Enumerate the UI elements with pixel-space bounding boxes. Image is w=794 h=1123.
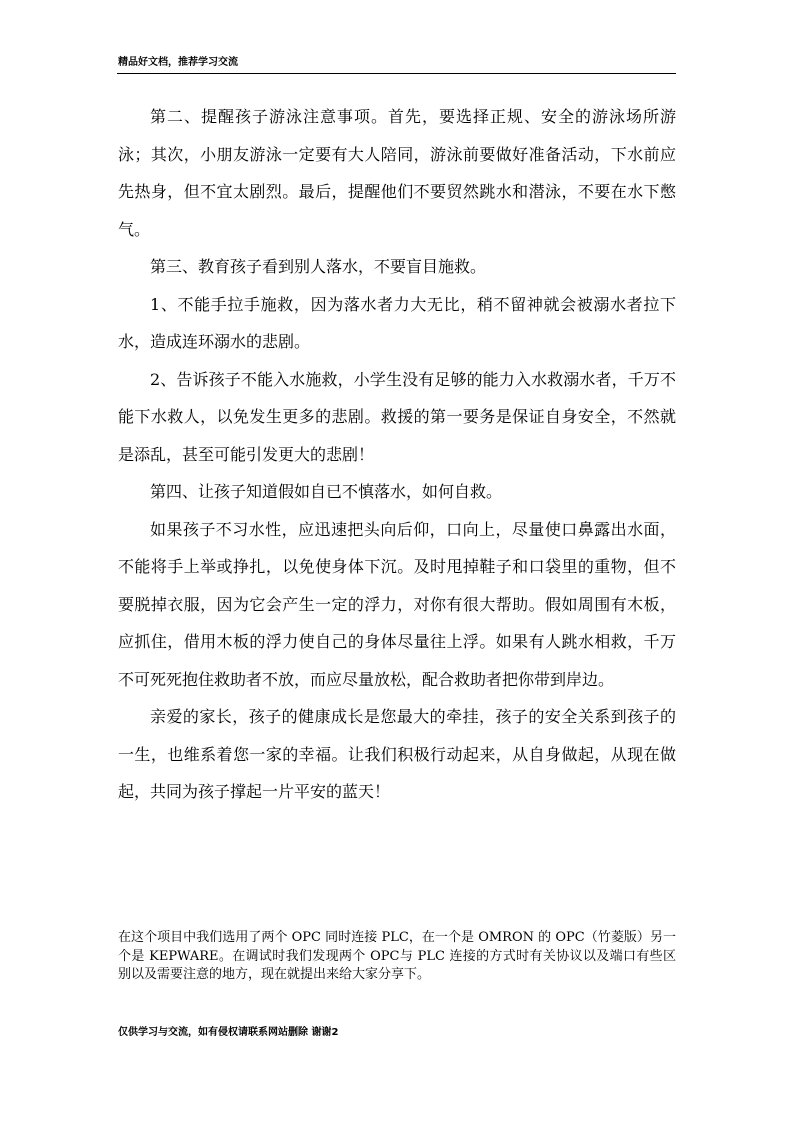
opc-note-paragraph: 在这个项目中我们选用了两个 OPC 同时连接 PLC，在一个是 OMRON 的 OPC（竹菱版）另一个是 KEPWARE。在调试时我们发现两个 OPC与 PLC 连接的方式时有关协议以及端口有些区别以及需要注意的地方，现在就提出来给大家分享下。 <box>118 930 676 982</box>
paragraph-closing: 亲爱的家长，孩子的健康成长是您最大的牵挂，孩子的安全关系到孩子的一生，也维系着您一家的幸福。让我们积极行动起来，从自身做起，从现在做起，共同为孩子撑起一片平安的蓝天！ <box>118 707 676 801</box>
header-divider <box>117 73 676 74</box>
paragraph-no-water-entry: 2、告诉孩子不能入水施救，小学生没有足够的能力入水救溺水者，千万不能下水救人，以免发生更多的悲剧。救援的第一要务是保证自身安全，不然就是添乱，甚至可能引发更大的悲剧！ <box>118 369 676 464</box>
paragraph-self-rescue-steps: 如果孩子不习水性，应迅速把头向后仰，口向上，尽量使口鼻露出水面，不能将手上举或挣扎，以免使身体下沉。及时甩掉鞋子和口袋里的重物，但不要脱掉衣服，因为它会产生一定的浮力，对你有很大帮助。假如周围有木板，应抓住，借用木板的浮力使自己的身体尽量往上浮。如果有人跳水相救，千万不可死死抱住救助者不放，而应尽量放松，配合救助者把你带到岸边。 <box>118 519 676 689</box>
opc-note <box>118 929 676 985</box>
page-footer: 仅供学习与交流，如有侵权请联系网站删除 谢谢2 <box>118 1027 339 1038</box>
paragraph-no-blind-rescue: 第三、教育孩子看到别人落水，不要盲目施救。 <box>150 257 487 276</box>
paragraph-no-hand-chain: 1、不能手拉手施救，因为落水者力大无比，稍不留神就会被溺水者拉下水，造成连环溺水的悲剧。 <box>118 294 676 351</box>
paragraph-self-rescue-heading: 第四、让孩子知道假如自已不慎落水，如何自救。 <box>150 482 503 501</box>
page-header: 精品好文档，推荐学习交流 <box>118 57 238 68</box>
paragraph-swimming-safety: 第二、提醒孩子游泳注意事项。首先，要选择正规、安全的游泳场所游泳；其次，小朋友游泳一定要有大人陪同，游泳前要做好准备活动，下水前应先热身，但不宜太剧烈。最后，提醒他们不要贸然跳水和潜泳，不要在水下憋气。 <box>118 107 676 239</box>
article-body <box>118 98 676 811</box>
